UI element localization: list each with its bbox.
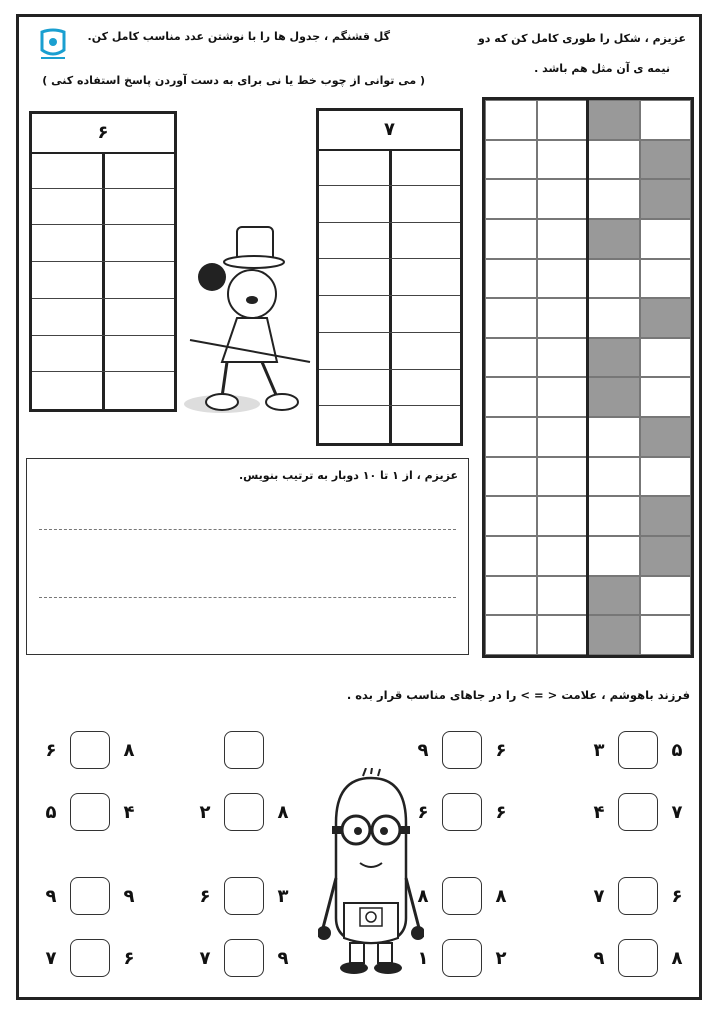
writing-line[interactable] (39, 529, 456, 530)
writing-line[interactable] (39, 597, 456, 598)
comparison-item (588, 792, 688, 832)
grid-cell[interactable] (485, 259, 537, 299)
comparison-left-number: ۷ (199, 947, 211, 969)
comparison-item (588, 876, 688, 916)
comparison-answer-box[interactable] (224, 793, 264, 831)
comparison-left-number: ۳ (593, 739, 605, 761)
comparison-left-number: ۴ (593, 801, 605, 823)
grid-cell[interactable] (640, 259, 692, 299)
comparison-answer-box[interactable] (70, 793, 110, 831)
grid-cell[interactable] (485, 219, 537, 259)
comparison-answer-box[interactable] (224, 939, 264, 977)
comparison-left-number: ۵ (45, 801, 57, 823)
grid-cell-shaded[interactable] (640, 496, 692, 536)
number-table-6 (29, 111, 177, 412)
comparison-left-number: ۲ (199, 801, 211, 823)
grid-cell[interactable] (640, 338, 692, 378)
grid-cell[interactable] (537, 219, 589, 259)
grid-cell[interactable] (537, 496, 589, 536)
comparison-item (412, 938, 512, 978)
grid-cell[interactable] (537, 576, 589, 616)
comparison-answer-box[interactable] (442, 793, 482, 831)
grid-cell-shaded[interactable] (588, 377, 640, 417)
comparison-left-number: ۹ (417, 739, 429, 761)
comparison-right-number: ۶ (671, 885, 683, 907)
comparison-right-number: ۸ (671, 947, 683, 969)
grid-cell[interactable] (588, 457, 640, 497)
writing-instruction: عزیزم ، از ۱ تا ۱۰ دوبار به ترتیب بنویس. (238, 469, 458, 482)
grid-cell[interactable] (485, 417, 537, 457)
comparison-left-number: ۸ (417, 885, 429, 907)
grid-cell[interactable] (485, 457, 537, 497)
comparison-answer-box[interactable] (442, 877, 482, 915)
grid-cell[interactable] (485, 298, 537, 338)
table-row[interactable] (319, 259, 460, 296)
comparison-item (588, 938, 688, 978)
comparison-answer-box[interactable] (70, 731, 110, 769)
comparison-item (40, 730, 140, 770)
comparison-answer-box[interactable] (618, 877, 658, 915)
symmetry-axis (586, 97, 589, 658)
comparison-right-number: ۶ (123, 947, 135, 969)
grid-cell[interactable] (537, 140, 589, 180)
comparison-answer-box[interactable] (224, 877, 264, 915)
comparison-answer-box[interactable] (70, 877, 110, 915)
grid-cell[interactable] (485, 576, 537, 616)
comparison-item (588, 730, 688, 770)
comparison-right-number: ۵ (671, 739, 683, 761)
comparison-left-number: ۱ (417, 947, 429, 969)
comparison-right-number: ۹ (277, 947, 289, 969)
tables-hint: ( می توانی از چوب خط یا نی برای به دست آوردن پاسخ استفاده کنی ) (42, 74, 425, 87)
comparison-left-number: ۹ (45, 885, 57, 907)
grid-cell[interactable] (537, 179, 589, 219)
grid-cell[interactable] (485, 496, 537, 536)
comparison-right-number: ۷ (671, 801, 683, 823)
comparison-right-number: ۸ (123, 739, 135, 761)
grid-cell-shaded[interactable] (640, 417, 692, 457)
grid-cell[interactable] (640, 377, 692, 417)
table-row[interactable] (319, 223, 460, 260)
comparison-answer-box[interactable] (618, 793, 658, 831)
grid-cell-shaded[interactable] (588, 219, 640, 259)
comparison-right-number: ۸ (495, 885, 507, 907)
grid-cell[interactable] (537, 338, 589, 378)
table-row[interactable] (32, 225, 174, 262)
table-row[interactable] (319, 370, 460, 407)
symmetry-instruction-line1: عزیزم ، شکل را طوری کامل کن که دو (477, 32, 686, 45)
grid-cell[interactable] (485, 179, 537, 219)
table-row[interactable] (32, 189, 174, 226)
comparison-answer-box[interactable] (618, 731, 658, 769)
comparison-left-number: ۷ (593, 885, 605, 907)
grid-cell[interactable] (588, 536, 640, 576)
comparison-answer-box[interactable] (618, 939, 658, 977)
grid-cell[interactable] (640, 219, 692, 259)
comparison-left-number: ۶ (417, 801, 429, 823)
grid-cell-shaded[interactable] (588, 576, 640, 616)
comparison-right-number: ۶ (495, 801, 507, 823)
grid-cell[interactable] (485, 615, 537, 655)
grid-cell[interactable] (588, 179, 640, 219)
table-row[interactable] (319, 296, 460, 333)
comparison-right-number: ۳ (277, 885, 289, 907)
grid-cell-shaded[interactable] (588, 100, 640, 140)
comparison-item (194, 792, 294, 832)
comparison-right-number: ۶ (495, 739, 507, 761)
grid-cell[interactable] (640, 457, 692, 497)
table-row[interactable] (32, 262, 174, 299)
comparison-answer-box[interactable] (442, 731, 482, 769)
table-label: ۶ (32, 114, 174, 154)
comparison-left-number: ۹ (593, 947, 605, 969)
comparison-answer-box[interactable] (70, 939, 110, 977)
grid-cell[interactable] (640, 576, 692, 616)
table-row[interactable] (319, 333, 460, 370)
grid-cell[interactable] (588, 298, 640, 338)
comparison-right-number: ۲ (495, 947, 507, 969)
grid-cell[interactable] (485, 338, 537, 378)
logo-icon (38, 28, 68, 62)
grid-cell[interactable] (537, 417, 589, 457)
grid-cell-shaded[interactable] (588, 615, 640, 655)
comparison-item (194, 730, 294, 770)
grid-cell[interactable] (485, 100, 537, 140)
comparison-instruction: فرزند باهوشم ، علامت < = > را در جاهای مناسب قرار بده . (346, 688, 690, 702)
table-row[interactable] (319, 186, 460, 223)
grid-cell[interactable] (537, 615, 589, 655)
comparison-item (412, 730, 512, 770)
grid-cell[interactable] (537, 298, 589, 338)
symmetry-instruction-line2: نیمه ی آن مثل هم باشد . (534, 62, 670, 75)
mickey-illustration (182, 222, 314, 422)
grid-cell-shaded[interactable] (588, 338, 640, 378)
table-row[interactable] (32, 299, 174, 336)
grid-cell[interactable] (588, 259, 640, 299)
grid-cell[interactable] (588, 140, 640, 180)
grid-cell[interactable] (537, 100, 589, 140)
grid-cell[interactable] (588, 417, 640, 457)
grid-cell[interactable] (640, 100, 692, 140)
table-row[interactable] (319, 406, 460, 443)
grid-cell[interactable] (485, 377, 537, 417)
comparison-left-number: ۶ (45, 739, 57, 761)
grid-cell[interactable] (537, 457, 589, 497)
grid-cell[interactable] (640, 615, 692, 655)
table-row[interactable] (32, 152, 174, 189)
grid-cell[interactable] (485, 140, 537, 180)
table-row[interactable] (319, 149, 460, 186)
grid-cell[interactable] (537, 536, 589, 576)
tables-instruction: گل قشنگم ، جدول ها را با نوشتن عدد مناسب کامل کن. (87, 30, 390, 43)
comparison-right-number: ۹ (123, 885, 135, 907)
comparison-item (412, 792, 512, 832)
grid-cell[interactable] (485, 536, 537, 576)
comparison-left-number: ۶ (199, 885, 211, 907)
comparison-right-number: ۴ (123, 801, 135, 823)
grid-cell-shaded[interactable] (640, 298, 692, 338)
table-label: ۷ (319, 111, 460, 151)
comparison-item (194, 876, 294, 916)
comparison-right-number: ۸ (277, 801, 289, 823)
comparison-left-number: ۷ (45, 947, 57, 969)
comparison-answer-box[interactable] (224, 731, 264, 769)
grid-cell[interactable] (588, 496, 640, 536)
table-row[interactable] (32, 372, 174, 409)
grid-cell-shaded[interactable] (640, 140, 692, 180)
comparison-answer-box[interactable] (442, 939, 482, 977)
grid-cell-shaded[interactable] (640, 536, 692, 576)
comparison-item (194, 938, 294, 978)
comparison-item (412, 876, 512, 916)
comparison-item (40, 792, 140, 832)
number-table-7 (316, 108, 463, 446)
grid-cell[interactable] (537, 377, 589, 417)
grid-cell[interactable] (537, 259, 589, 299)
comparison-item (40, 876, 140, 916)
grid-cell-shaded[interactable] (640, 179, 692, 219)
writing-box (26, 458, 469, 655)
minion-illustration (318, 768, 424, 978)
table-row[interactable] (32, 336, 174, 373)
comparison-item (40, 938, 140, 978)
